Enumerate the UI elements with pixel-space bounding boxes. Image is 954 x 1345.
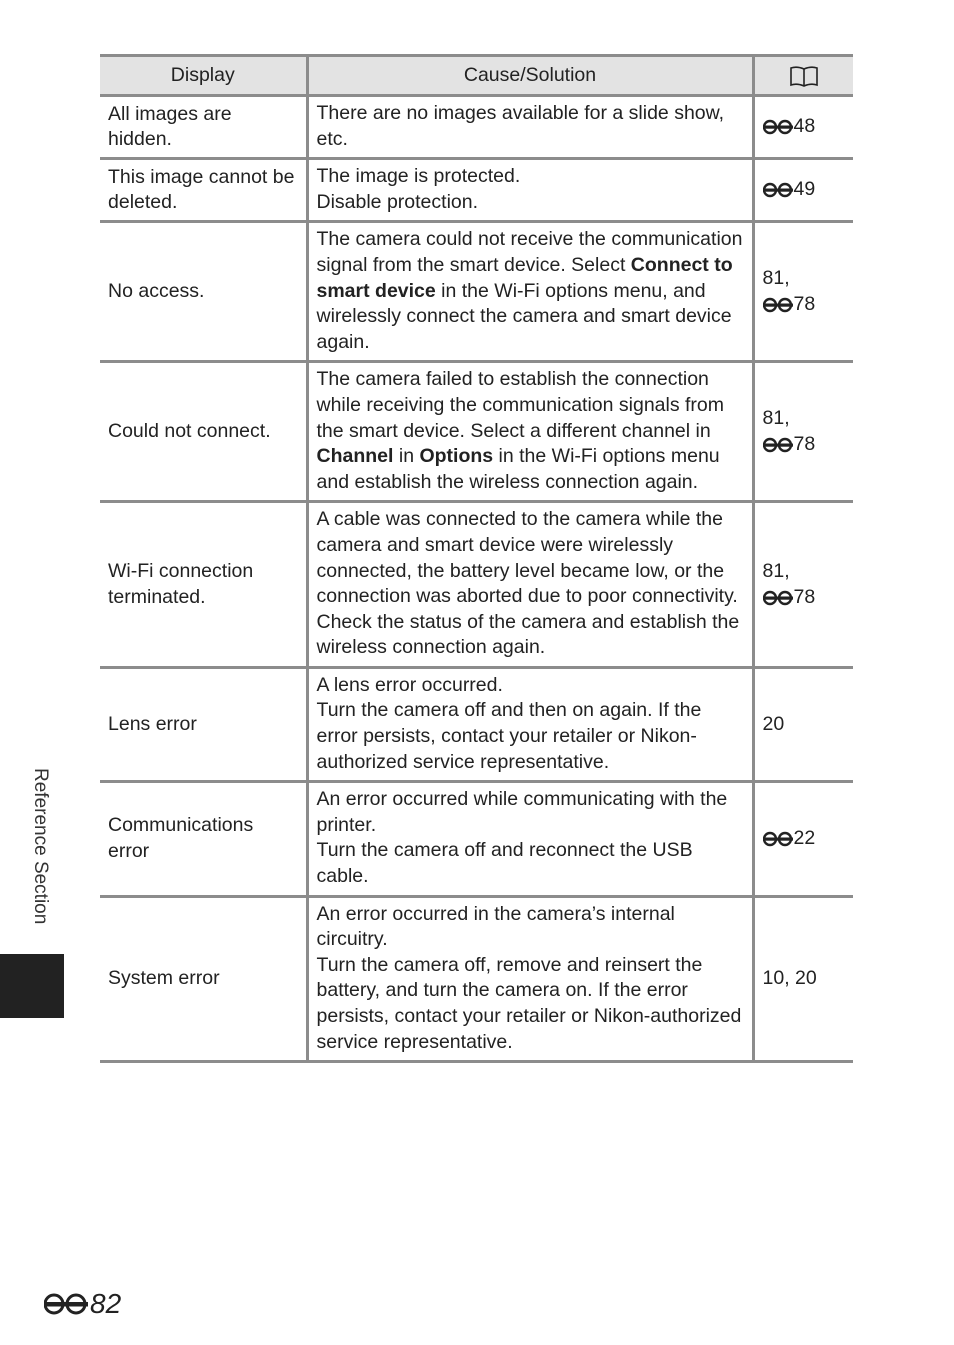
reference-page-text: 10, 20	[762, 967, 817, 990]
reference-line	[763, 585, 846, 611]
page-reference	[753, 896, 853, 1062]
page-reference	[753, 222, 853, 362]
reference-line	[763, 266, 846, 292]
table-row	[100, 159, 853, 222]
side-section-label: Reference Section	[30, 768, 51, 925]
page-number	[44, 1288, 121, 1320]
cause-paragraph: Turn the camera off and reconnect the USB cable.	[316, 839, 693, 888]
reference-line	[763, 826, 846, 852]
cause-solution	[307, 96, 753, 159]
header-cause-solution: Cause/Solution	[307, 56, 753, 96]
reference-page-text: 81,	[762, 407, 790, 430]
reference-page-text: 78	[793, 292, 816, 315]
table-row	[100, 362, 853, 502]
cause-solution	[307, 159, 753, 222]
cause-paragraph: The image is protected.	[316, 165, 521, 188]
page-reference	[753, 667, 853, 781]
table-row	[100, 667, 853, 781]
cause-paragraph: An error occurred while communicating with the printer.	[316, 788, 728, 836]
table-row	[100, 222, 853, 362]
table-row	[100, 502, 853, 668]
reference-line	[763, 559, 846, 585]
error-message-table	[100, 54, 853, 1063]
cause-paragraph: A lens error occurred.	[316, 673, 503, 696]
cause-paragraph: Turn the camera off and then on again. If the error persists, contact your retailer or Nikon-authorized service representative.	[316, 699, 702, 773]
page-number-text: 82	[90, 1288, 122, 1319]
display-message: No access.	[100, 222, 307, 362]
page-reference	[753, 96, 853, 159]
reference-page-text: 22	[793, 827, 816, 850]
cause-paragraph	[317, 367, 744, 495]
cause-solution	[307, 222, 753, 362]
cause-text: in	[393, 445, 420, 468]
reference-page-text: 49	[793, 178, 816, 201]
page-reference	[753, 362, 853, 502]
display-message: This image cannot be deleted.	[100, 159, 307, 222]
page-reference	[753, 159, 853, 222]
reference-line	[763, 177, 846, 203]
menu-option-name: Connect to smart device	[316, 253, 733, 302]
cause-paragraph	[317, 227, 744, 355]
cause-text: in the Wi-Fi options menu and establish the wireless connection again.	[316, 445, 720, 493]
reference-line	[763, 114, 846, 140]
table-row	[100, 782, 853, 896]
display-message: Communications error	[100, 782, 307, 896]
cause-paragraph: A cable was connected to the camera while the camera and smart device were wirelessly connected, the battery level became low, or the connection was aborted due to poor connectivity. Check the status of the camera and establish the wireless connection again.	[316, 508, 740, 659]
cause-text: in the Wi-Fi options menu, and wirelessly connect the camera and smart device again.	[316, 279, 732, 353]
table-header-row	[100, 56, 853, 96]
cause-solution	[307, 896, 753, 1062]
reference-page-text: 48	[793, 115, 816, 138]
table-row	[100, 896, 853, 1062]
reference-line	[763, 432, 846, 458]
reference-line	[763, 406, 846, 432]
reference-line	[763, 712, 846, 738]
header-display: Display	[100, 56, 307, 96]
e-reference-icon	[763, 590, 793, 606]
cause-solution	[307, 362, 753, 502]
reference-line	[763, 292, 846, 318]
e-reference-icon	[763, 182, 793, 198]
reference-page-text: 20	[762, 712, 785, 735]
cause-paragraph: Disable protection.	[316, 190, 479, 213]
section-tab-marker	[0, 954, 64, 1018]
menu-option-name: Options	[419, 445, 494, 468]
display-message: All images are hidden.	[100, 96, 307, 159]
cause-paragraph: An error occurred in the camera’s internal circuitry.	[316, 902, 675, 951]
cause-text: The camera could not receive the communication signal from the smart device. Select	[316, 228, 743, 276]
display-message: System error	[100, 896, 307, 1062]
cause-paragraph: Turn the camera off, remove and reinsert the battery, and turn the camera on. If the error persists, contact your retailer or Nikon-authorized service representative.	[316, 953, 742, 1053]
book-icon	[789, 65, 819, 87]
reference-page-text: 78	[793, 432, 816, 455]
menu-option-name: Channel	[316, 445, 394, 468]
reference-page-text: 78	[793, 585, 816, 608]
page-reference	[753, 782, 853, 896]
display-message: Wi-Fi connection terminated.	[100, 502, 307, 668]
reference-page-text: 81,	[762, 267, 790, 290]
e-reference-icon	[763, 297, 793, 313]
cause-solution	[307, 667, 753, 781]
display-message: Lens error	[100, 667, 307, 781]
cause-solution	[307, 782, 753, 896]
page-reference	[753, 502, 853, 668]
e-reference-icon	[763, 437, 793, 453]
reference-page-text: 81,	[762, 560, 790, 582]
e-reference-icon	[44, 1293, 88, 1315]
table-row	[100, 96, 853, 159]
cause-paragraph: There are no images available for a slide show, etc.	[316, 102, 725, 150]
e-reference-icon	[763, 831, 793, 847]
header-page-reference	[753, 56, 853, 96]
reference-line	[763, 966, 846, 992]
cause-solution	[307, 502, 753, 668]
display-message: Could not connect.	[100, 362, 307, 502]
e-reference-icon	[763, 119, 793, 135]
cause-text: The camera failed to establish the connection while receiving the communication signals from the smart device. Select a different channel in	[316, 368, 725, 442]
